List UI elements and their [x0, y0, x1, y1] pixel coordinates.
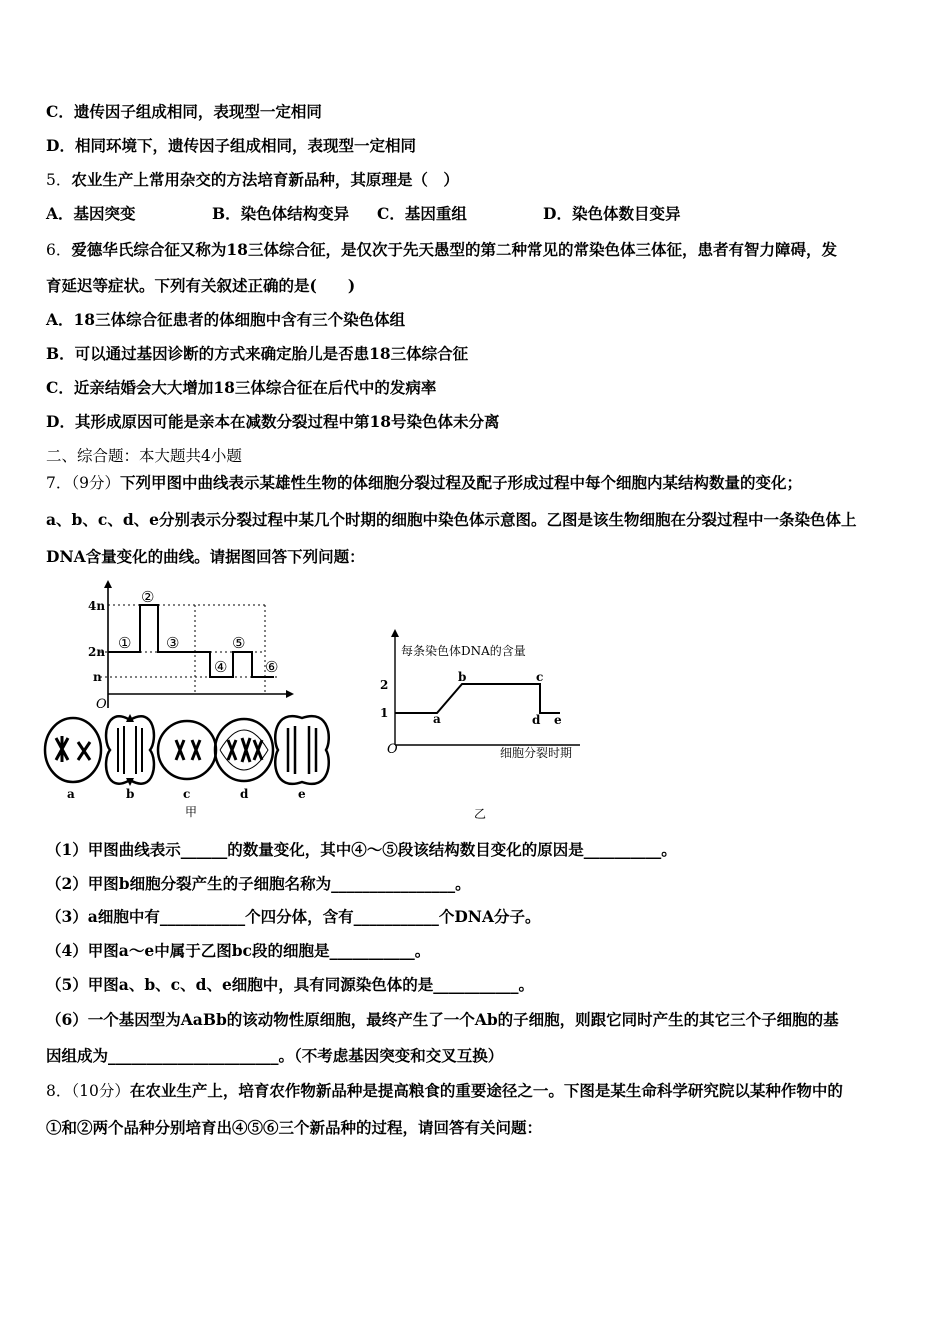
jia-curve	[108, 605, 274, 677]
jia-label-n: n	[93, 670, 102, 684]
yi-point-a: a	[433, 712, 441, 726]
q5-option-a: A．基因突变	[46, 204, 136, 223]
cell-b	[106, 714, 154, 786]
jia-seg-4: ④	[214, 658, 228, 676]
jia-label-2n: 2n	[88, 645, 106, 659]
jia-seg-6: ⑥	[265, 658, 279, 676]
q7-sub6-line2: 因组成为______________________。（不考虑基因突变和交叉互换）	[46, 1046, 504, 1065]
q7-sub2: （2）甲图b细胞分裂产生的子细胞名称为________________。	[46, 874, 471, 893]
jia-y-arrow	[104, 580, 112, 588]
cell-a-label: a	[67, 787, 75, 801]
yi-tick-2: 2	[380, 678, 389, 692]
yi-point-b: b	[458, 670, 467, 684]
q4-option-c: C．遗传因子组成相同，表现型一定相同	[46, 102, 322, 121]
jia-label-4n: 4n	[88, 599, 106, 613]
jia-caption: 甲	[185, 805, 198, 819]
cell-d-label: d	[240, 787, 249, 801]
q5-option-c: C．基因重组	[377, 204, 467, 223]
section-heading: 二、综合题：本大题共4小题	[46, 447, 242, 465]
q5-number: 5．	[46, 171, 72, 189]
q7-stem-line2: a、b、c、d、e分别表示分裂过程中某几个时期的细胞中染色体示意图。乙图是该生物细胞在分裂过程中一条染色体上	[46, 510, 857, 529]
q7-sub4: （4）甲图a～e中属于乙图bc段的细胞是___________。	[46, 941, 431, 960]
yi-caption: 乙	[474, 807, 487, 821]
q8-stem-line2: ①和②两个品种分别培育出④⑤⑥三个新品种的过程，请回答有关问题：	[46, 1118, 543, 1137]
q7-stem-text: 下列甲图中曲线表示某雄性生物的体细胞分裂过程及配子形成过程中每个细胞内某结构数量的变化；	[119, 473, 802, 492]
yi-point-e: e	[554, 713, 562, 727]
q8-stem-line1	[46, 1081, 843, 1101]
q6-option-c: C．近亲结婚会大大增加18三体综合征在后代中的发病率	[46, 378, 437, 397]
q6-option-a: A．18三体综合征患者的体细胞中含有三个染色体组	[46, 310, 406, 329]
q7-stem-line3: DNA含量变化的曲线。请据图回答下列问题：	[46, 547, 365, 566]
figure-jia	[40, 580, 340, 820]
jia-origin: O	[96, 697, 107, 712]
yi-point-c: c	[536, 670, 544, 684]
yi-y-arrow	[391, 629, 399, 637]
cell-e-label: e	[298, 787, 306, 801]
q6-stem-text: 爱德华氏综合征又称为18三体综合征，是仅次于先天愚型的第二种常见的常染色体三体征，患者有智力障碍，发	[71, 240, 837, 259]
q7-sub6-line1: （6）一个基因型为AaBb的该动物性原细胞，最终产生了一个Ab的子细胞，则跟它同时产生的其它三个子细胞的基	[46, 1010, 839, 1029]
jia-x-arrow	[286, 690, 294, 698]
q7-stem-line1	[46, 473, 802, 493]
q6-option-d: D．其形成原因可能是亲本在减数分裂过程中第18号染色体未分离	[46, 412, 500, 431]
figure-yi	[375, 625, 595, 825]
q6-option-b: B．可以通过基因诊断的方式来确定胎儿是否患18三体综合征	[46, 344, 469, 363]
cell-c-label: c	[183, 787, 191, 801]
yi-tick-1: 1	[380, 706, 389, 720]
q5-stem	[46, 170, 459, 190]
q6-stem-line1	[46, 240, 837, 260]
q4-option-d: D．相同环境下，遗传因子组成相同，表现型一定相同	[46, 136, 416, 155]
jia-seg-5: ⑤	[232, 634, 246, 652]
yi-curve	[395, 684, 560, 713]
yi-origin: O	[387, 742, 398, 757]
cell-c	[158, 721, 216, 779]
cell-b-label: b	[126, 787, 135, 801]
q5-option-b: B．染色体结构变异	[212, 204, 350, 223]
cell-d	[215, 719, 273, 781]
q5-stem-text: 农业生产上常用杂交的方法培育新品种，其原理是（ ）	[71, 170, 459, 189]
yi-xlabel: 细胞分裂时期	[500, 746, 573, 760]
yi-point-d: d	[532, 713, 541, 727]
q7-sub1: （1）甲图曲线表示______的数量变化，其中④～⑤段该结构数目变化的原因是__________。	[46, 840, 677, 859]
q7-number: 7．（9分）	[46, 474, 120, 492]
jia-seg-2: ②	[141, 588, 155, 606]
q7-sub5: （5）甲图a、b、c、d、e细胞中，具有同源染色体的是___________。	[46, 975, 535, 994]
q8-stem-text: 在农业生产上，培育农作物新品种是提高粮食的重要途径之一。下图是某生命科学研究院以某种作物中的	[129, 1081, 843, 1100]
jia-seg-1: ①	[118, 634, 132, 652]
q7-sub3: （3）a细胞中有___________个四分体，含有___________个DNA分子。	[46, 907, 541, 926]
jia-seg-3: ③	[166, 634, 180, 652]
yi-ylabel: 每条染色体DNA的含量	[401, 644, 526, 658]
q6-number: 6．	[46, 241, 72, 259]
q6-stem-line2: 育延迟等症状。下列有关叙述正确的是( )	[46, 276, 356, 295]
cell-a	[45, 718, 101, 782]
q5-option-d: D．染色体数目变异	[543, 204, 681, 223]
q8-number: 8．（10分）	[46, 1082, 130, 1100]
cell-e	[275, 716, 329, 784]
